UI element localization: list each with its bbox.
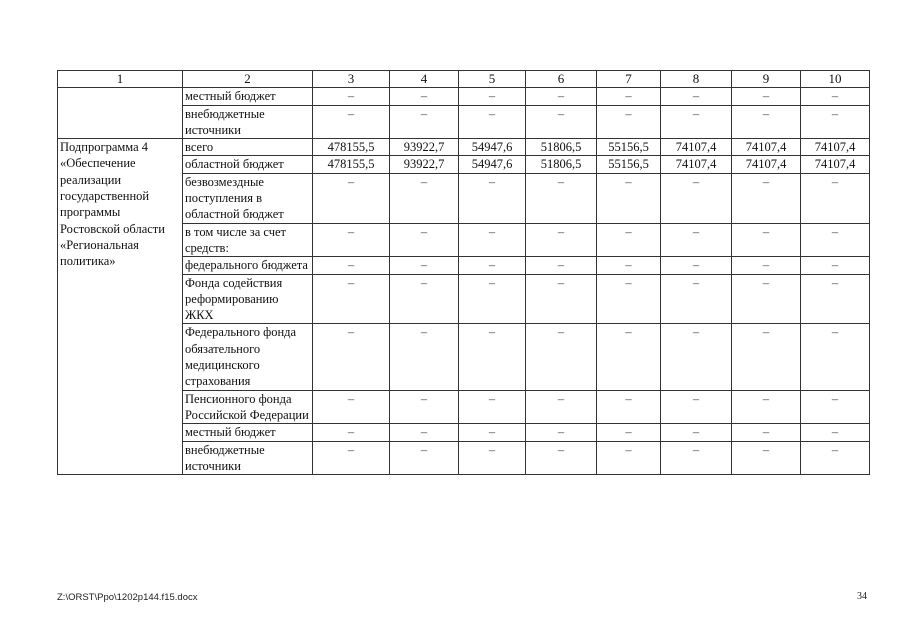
table-cell: –: [661, 390, 732, 424]
table-cell: –: [459, 274, 526, 324]
table-cell: –: [313, 441, 390, 475]
table-cell: 54947,6: [459, 139, 526, 156]
table-cell: 74107,4: [661, 156, 732, 173]
table-cell: –: [459, 257, 526, 274]
row-label: областной бюджет: [183, 156, 313, 173]
table-cell: –: [661, 441, 732, 475]
table-cell: –: [390, 390, 459, 424]
column-header: 3: [313, 71, 390, 88]
table-cell: –: [313, 88, 390, 105]
table-cell: 74107,4: [732, 156, 801, 173]
table-cell: –: [313, 257, 390, 274]
table-cell: –: [732, 105, 801, 139]
table-cell: –: [459, 223, 526, 257]
column-header: 4: [390, 71, 459, 88]
row-label: Федерального фонда обязательного медицинского страхования: [183, 324, 313, 390]
table-cell: –: [390, 274, 459, 324]
table-cell: –: [459, 88, 526, 105]
table-cell: 51806,5: [526, 156, 597, 173]
table-cell: 55156,5: [597, 139, 661, 156]
table-cell: –: [313, 274, 390, 324]
table-cell: –: [459, 173, 526, 223]
table-cell: –: [732, 88, 801, 105]
table-cell: –: [390, 424, 459, 441]
table-body: [58, 88, 870, 475]
table-cell: –: [661, 223, 732, 257]
table-cell: –: [732, 424, 801, 441]
table-cell: 51806,5: [526, 139, 597, 156]
column-header: 10: [801, 71, 870, 88]
table-cell: –: [732, 324, 801, 390]
table-cell: –: [597, 223, 661, 257]
table-cell: 74107,4: [732, 139, 801, 156]
table-cell: –: [597, 88, 661, 105]
row-label: внебюджетные источники: [183, 441, 313, 475]
table-cell: –: [390, 324, 459, 390]
table-cell: –: [526, 105, 597, 139]
table-cell: –: [597, 324, 661, 390]
table-cell: –: [390, 88, 459, 105]
table-cell: –: [801, 424, 870, 441]
table-cell: –: [459, 390, 526, 424]
table-cell: –: [801, 105, 870, 139]
table-cell: –: [732, 441, 801, 475]
table-cell: –: [313, 424, 390, 441]
table-cell: –: [526, 424, 597, 441]
row-label: безвозмездные поступления в областной бюджет: [183, 173, 313, 223]
row-label: всего: [183, 139, 313, 156]
table-cell: 93922,7: [390, 156, 459, 173]
table-cell: –: [313, 105, 390, 139]
header-row: [58, 71, 870, 88]
table-cell: –: [459, 324, 526, 390]
table-cell: 74107,4: [801, 156, 870, 173]
row-label: федерального бюджета: [183, 257, 313, 274]
table-cell: –: [597, 441, 661, 475]
table-cell: –: [732, 390, 801, 424]
table-cell: –: [661, 88, 732, 105]
table-cell: 55156,5: [597, 156, 661, 173]
empty-cell: [58, 88, 183, 139]
column-header: 8: [661, 71, 732, 88]
column-header: 5: [459, 71, 526, 88]
table-cell: –: [801, 223, 870, 257]
table-cell: 478155,5: [313, 156, 390, 173]
table-cell: –: [661, 274, 732, 324]
table-cell: 93922,7: [390, 139, 459, 156]
table-cell: –: [313, 324, 390, 390]
table-cell: 54947,6: [459, 156, 526, 173]
table-cell: –: [801, 173, 870, 223]
table-cell: –: [313, 390, 390, 424]
table-cell: –: [732, 257, 801, 274]
table-cell: –: [732, 223, 801, 257]
table-cell: –: [390, 257, 459, 274]
table-cell: –: [459, 441, 526, 475]
table-cell: –: [597, 274, 661, 324]
table-cell: –: [526, 441, 597, 475]
table-cell: –: [526, 173, 597, 223]
table-cell: –: [526, 274, 597, 324]
table-cell: –: [661, 324, 732, 390]
table-cell: –: [526, 88, 597, 105]
table-cell: –: [801, 257, 870, 274]
table-cell: –: [597, 257, 661, 274]
table-cell: 74107,4: [801, 139, 870, 156]
table-cell: –: [732, 274, 801, 324]
table-cell: –: [313, 173, 390, 223]
table-cell: –: [661, 424, 732, 441]
row-label: местный бюджет: [183, 424, 313, 441]
table-cell: 478155,5: [313, 139, 390, 156]
table-cell: –: [661, 257, 732, 274]
table-cell: –: [526, 390, 597, 424]
column-header: 1: [58, 71, 183, 88]
table-cell: –: [390, 105, 459, 139]
table-cell: –: [597, 173, 661, 223]
row-label: Пенсионного фонда Российской Федерации: [183, 390, 313, 424]
footer-file-path: Z:\ORST\Ppo\1202p144.f15.docx: [57, 592, 198, 603]
page-number: 34: [857, 591, 867, 602]
table-cell: –: [390, 441, 459, 475]
table-cell: –: [459, 424, 526, 441]
table-cell: –: [801, 390, 870, 424]
table-cell: –: [801, 441, 870, 475]
table-cell: –: [313, 223, 390, 257]
row-label: местный бюджет: [183, 88, 313, 105]
row-label: внебюджетные источники: [183, 105, 313, 139]
table-cell: –: [390, 173, 459, 223]
table-cell: –: [801, 274, 870, 324]
column-header: 6: [526, 71, 597, 88]
table-cell: –: [526, 223, 597, 257]
table-cell: –: [661, 105, 732, 139]
table-cell: –: [526, 324, 597, 390]
table-cell: –: [526, 257, 597, 274]
table-row: [58, 139, 870, 156]
table-cell: –: [597, 390, 661, 424]
table-cell: –: [661, 173, 732, 223]
row-label: Фонда содействия реформированию ЖКХ: [183, 274, 313, 324]
table-row: [58, 88, 870, 105]
budget-table: [57, 70, 870, 475]
column-header: 7: [597, 71, 661, 88]
table-cell: –: [801, 324, 870, 390]
column-header: 9: [732, 71, 801, 88]
table-cell: –: [801, 88, 870, 105]
table-cell: 74107,4: [661, 139, 732, 156]
table-cell: –: [459, 105, 526, 139]
subprogram-label: Подпрограмма 4 «Обеспечение реализации государственной программы Ростовской области «Региональная политика»: [58, 139, 183, 475]
table-cell: –: [597, 424, 661, 441]
table-cell: –: [597, 105, 661, 139]
table-cell: –: [390, 223, 459, 257]
table-cell: –: [732, 173, 801, 223]
row-label: в том числе за счет средств:: [183, 223, 313, 257]
column-header: 2: [183, 71, 313, 88]
